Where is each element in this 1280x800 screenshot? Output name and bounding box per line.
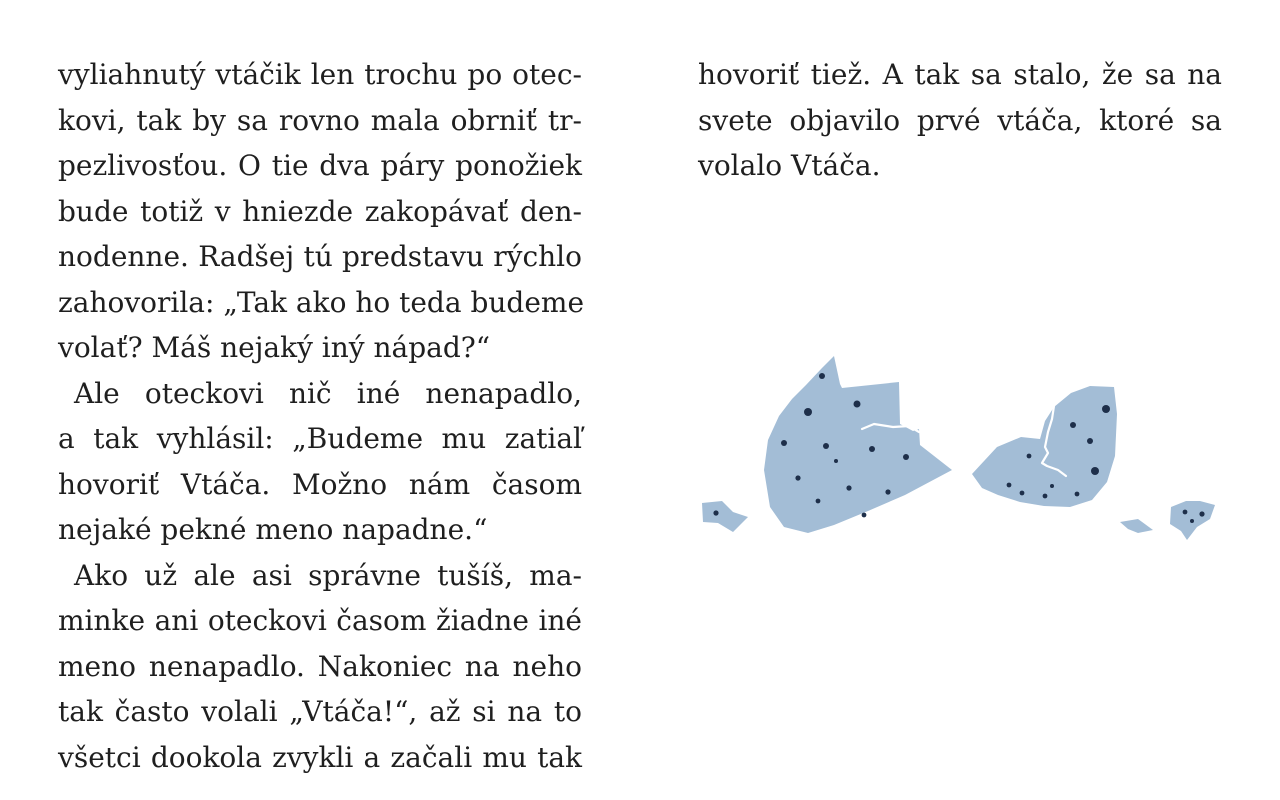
eggshell-pieces — [702, 356, 1215, 540]
text-line: nodenne. Radšej tú predstavu rýchlo — [58, 240, 582, 273]
left-page-text — [58, 52, 585, 780]
text-line: pezlivosťou. O tie dva páry ponožiek — [58, 149, 582, 182]
text-line: Ale oteckovi nič iné nenapadlo, — [74, 376, 582, 410]
text-line: meno nenapadlo. Nakoniec na neho — [58, 649, 582, 683]
text-line: tak často volali „Vtáča!“, až si na to — [58, 695, 582, 728]
text-line: volať? Máš nejaký iný nápad?“ — [58, 331, 491, 364]
text-line: minke ani oteckovi časom žiadne iné — [58, 604, 582, 637]
cracked-eggshell-illustration — [698, 340, 1228, 560]
text-line: nejaké pekné meno napadne.“ — [58, 513, 488, 546]
text-line: bude totiž v hniezde zakopávať den- — [58, 194, 582, 228]
text-line: hovoriť tiež. A tak sa stalo, že sa na — [698, 58, 1222, 91]
text-line: všetci dookola zvykli a začali mu tak — [58, 740, 582, 774]
text-line: hovoriť Vtáča. Možno nám časom — [58, 467, 582, 501]
text-line: Ako už ale asi správne tušíš, ma- — [74, 558, 582, 592]
right-page-text — [698, 52, 1222, 189]
text-line: volalo Vtáča. — [698, 149, 881, 182]
eggshell-fragment-left — [702, 501, 748, 532]
left-page — [58, 0, 585, 800]
text-line: kovi, tak by sa rovno mala obrniť tr- — [58, 103, 582, 137]
eggshell-large-half — [764, 356, 952, 533]
text-line: zahovorila: „Tak ako ho teda budeme — [58, 285, 585, 319]
text-line: a tak vyhlásil: „Budeme mu zatiaľ — [58, 422, 582, 455]
text-line: vyliahnutý vtáčik len trochu po otec- — [58, 58, 582, 91]
text-line: svete objavilo prvé vtáča, ktoré sa — [698, 103, 1222, 137]
eggshell-fragment-tiny — [1120, 519, 1153, 533]
